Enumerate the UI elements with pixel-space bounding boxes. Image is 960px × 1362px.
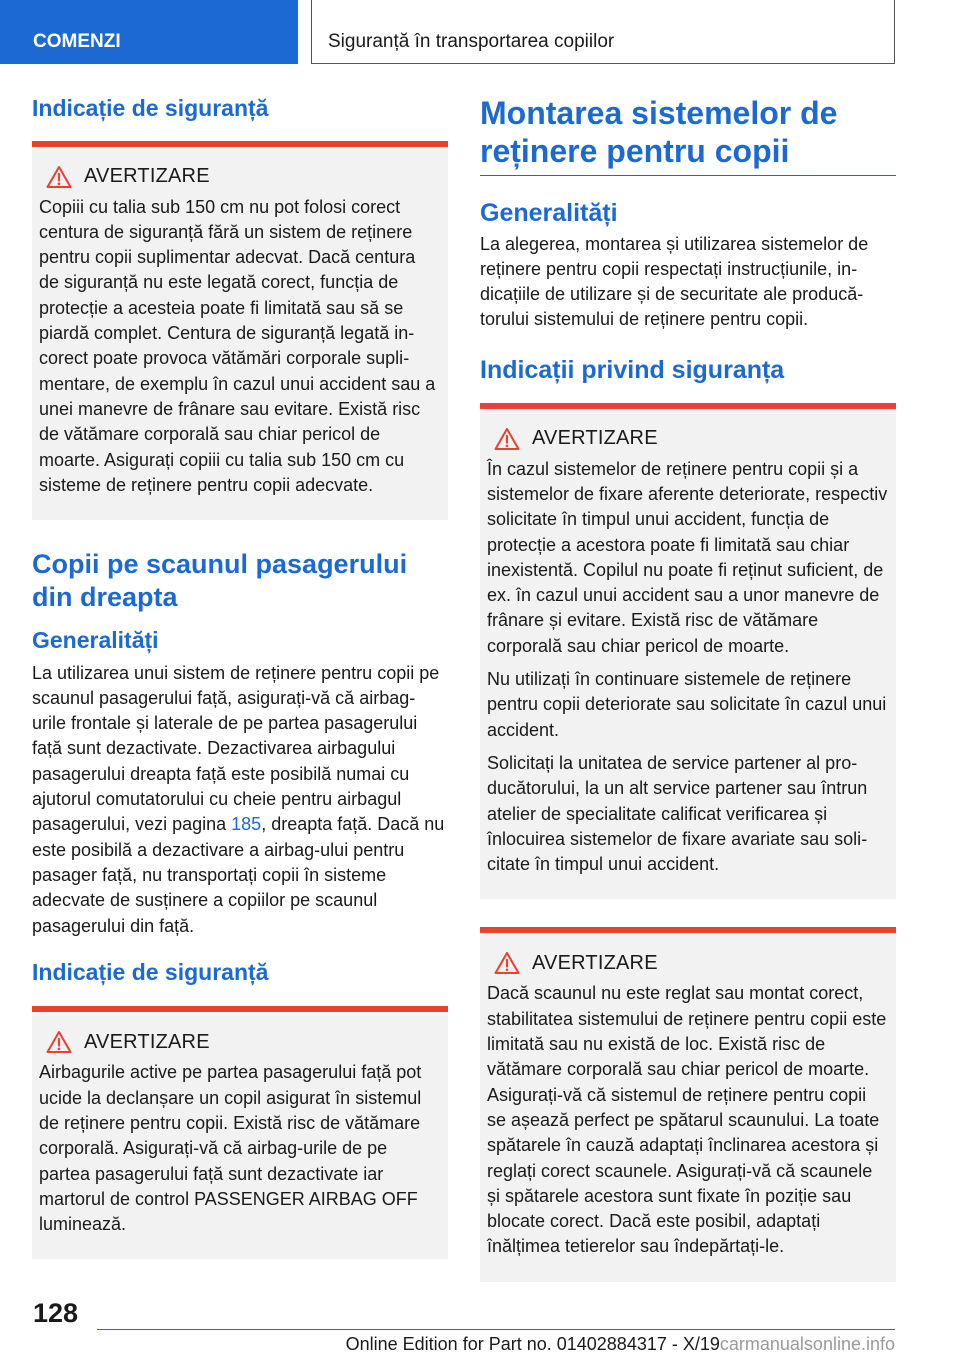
right-column bbox=[480, 95, 896, 1310]
warning-text: Dacă scaunul nu este reglat sau montat corect, stabilitatea sistemului de reținere pentru copii este limitată sau nu există de loc. Există risc de vătămare corporală sau chiar pericol de moarte. Asigurați-vă că sistemul de reținere pentru copii se așează perfect pe spătarul scaunului. La toate spătarele în cauză adaptați înclinarea acestora și reglați corect scaunele. Asigurați-vă că scaunele și spătarele acestora sunt fixate în poziție sau blocate corect. Dacă este posibil, adaptați înălțimea tetierelor sau îndepărtați-le. bbox=[487, 983, 887, 1257]
warning-triangle-icon bbox=[46, 165, 72, 189]
footer-rule bbox=[97, 1329, 895, 1330]
warning-paragraph-2: Nu utilizați în continuare sistemele de reținere pentru copii deteriorate sau solicitate în cazul unui accident. bbox=[487, 669, 887, 740]
general-text-right: La alegerea, montarea și utilizarea sistemelor de reținere pentru copii respectați instrucțiunile, indicațiile de utilizare și de securitate ale producătorului sistemului de reținere pentru copii. bbox=[480, 233, 869, 330]
page-link-185[interactable]: 185 bbox=[231, 814, 262, 835]
header-section-tab: COMENZI bbox=[0, 0, 298, 64]
warning-title: AVERTIZARE bbox=[532, 427, 658, 450]
heading-front-passenger-seat: Copii pe scaunul pasagerului din dreapta bbox=[32, 549, 408, 612]
warning-title: AVERTIZARE bbox=[532, 951, 658, 974]
warning-triangle-icon bbox=[494, 427, 520, 451]
footer-edition-text: Online Edition for Part no. 01402884317 - X/19 bbox=[345, 1334, 720, 1354]
warning-text: Copiii cu talia sub 150 cm nu pot folosi corect centura de siguranță fără un sistem de reținere pentru copii suplimentar adecvat. Dacă centura de siguranță nu este legată corect, funcția de protecție a acesteia poate fi limitată sau să se piardă complet. Centura de siguranță legată incorect poate provoca vătămări corporale suplimentare, de exemplu în cazul unui accident sau a unei manevre de frânare sau evitare. Există risc de vătămare corporală sau chiar pericol de moarte. Asigurați copiii cu talia sub 150 cm cu sisteme de reținere pentru copii adecvate. bbox=[39, 196, 436, 495]
footer-brand: carmanualsonline.info bbox=[719, 1334, 895, 1354]
warning-paragraph-3: Solicitați la unitatea de service partener al producătorului, la un alt service partener sau întrun atelier de specialitate calificat verificarea și înlocuirea sistemelor de fixare avariate sau solicitate în timpul unui accident. bbox=[487, 752, 868, 875]
general-text-part-2: , dreapta față. Dacă nu este posibilă a dezactivare a airbag-ului pentru pasager față, nu transportați copii în sisteme adecvate de susținere a copiilor pe scaunul pasagerului din față. bbox=[32, 814, 445, 936]
warning-header bbox=[39, 165, 440, 189]
page-number: 128 bbox=[33, 1298, 79, 1328]
warning-box-4 bbox=[480, 927, 896, 1281]
warning-text: Airbagurile active pe partea pasagerului față pot ucide la declanșare un copil asigurat în sistemul de reținere pentru copii. Există risc de vătămare corporală. Asigurați-vă că airbag-urile de pe partea pasagerului față sunt dezactivate iar martorul de control PASSENGER AIRBAG OFF luminează. bbox=[39, 1062, 422, 1235]
warning-paragraph-1: În cazul sistemelor de reținere pentru copii și a sistemelor de fixare aferente deteriorate, respectiv solicitate în timpul unui accident, funcția de protecție a acestora poate fi limitată sau chiar inexistentă. Copilul nu poate fi reținut suficient, de ex. în cazul unui accident sau a unor manevre de frânare și evitare. Există risc de vătămare corporală sau chiar pericol de moarte. bbox=[487, 458, 888, 656]
heading-general-right: Generalități bbox=[480, 198, 618, 227]
heading-safety-note-1: Indicație de siguranță bbox=[32, 95, 269, 121]
heading-safety-instructions: Indicații privind siguranța bbox=[480, 355, 785, 384]
warning-triangle-icon bbox=[494, 951, 520, 975]
warning-header bbox=[487, 427, 888, 451]
warning-triangle-icon bbox=[46, 1030, 72, 1054]
warning-box-1 bbox=[32, 141, 448, 521]
general-text-left bbox=[32, 661, 448, 939]
heading-general-left: Generalități bbox=[32, 626, 159, 653]
warning-box-2 bbox=[32, 1006, 448, 1259]
warning-header bbox=[39, 1030, 440, 1054]
section-title: Montarea sistemelor de reținere pentru copii bbox=[480, 95, 838, 169]
footer-edition bbox=[346, 1334, 895, 1355]
warning-title: AVERTIZARE bbox=[84, 165, 210, 188]
warning-header bbox=[487, 951, 888, 975]
general-text-part-1: La utilizarea unui sistem de reținere pentru copii pe scaunul pasagerului față, asigurați-vă că airbag-urile frontale și laterale de pe partea pasagerului față sunt dezactivate. Dezactivarea airbagului pasagerului dreapta față este posibilă numai cu ajutorul comutatorului cu cheie pentru airbagul pasagerului, vezi pagina bbox=[32, 662, 440, 835]
section-title-rule bbox=[480, 175, 896, 176]
warning-title: AVERTIZARE bbox=[84, 1030, 210, 1053]
header-chapter-title: Siguranță în transportarea copiilor bbox=[311, 0, 895, 64]
left-column bbox=[32, 95, 448, 1287]
heading-safety-note-2: Indicație de siguranță bbox=[32, 958, 269, 985]
warning-box-3 bbox=[480, 403, 896, 900]
